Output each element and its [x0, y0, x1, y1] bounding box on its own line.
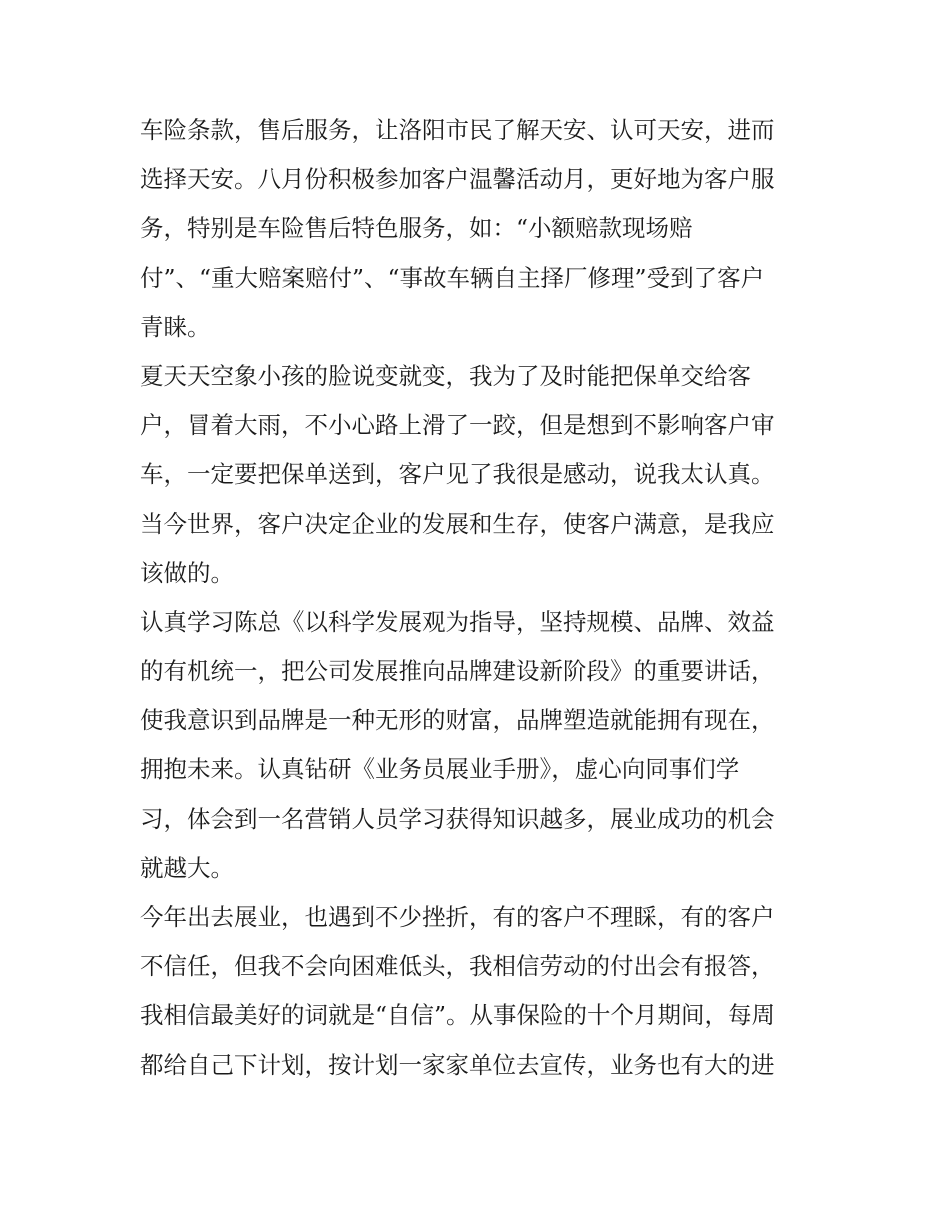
text-line: 务，特别是车险售后特色服务，如：“小额赔款现场赔 — [140, 214, 693, 243]
text-line: 付”、“重大赔案赔付”、“事故车辆自主择厂修理”受到了客户 — [140, 263, 765, 292]
text-line: 夏天天空象小孩的脸说变就变，我为了及时能把保单交给客 — [140, 361, 751, 390]
text-line: 拥抱未来。认真钻研《业务员展业手册》，虚心向同事们学 — [140, 755, 740, 784]
text-line: 当今世界，客户决定企业的发展和生存，使客户满意，是我应 — [140, 509, 775, 538]
text-line: 认真学习陈总《以科学发展观为指导，坚持规模、品牌、效益 — [140, 607, 775, 636]
text-line: 户，冒着大雨，不小心路上滑了一跤，但是想到不影响客户审 — [140, 411, 775, 440]
text-line: 今年出去展业，也遇到不少挫折，有的客户不理睬，有的客户 — [140, 903, 775, 931]
text-line: 青睐。 — [140, 312, 211, 341]
text-line: 车，一定要把保单送到，客户见了我很是感动，说我太认真。 — [140, 460, 775, 489]
text-line: 我相信最美好的词就是“自信”。从事保险的十个月期间，每周 — [140, 1001, 776, 1030]
text-line: 使我意识到品牌是一种无形的财富，品牌塑造就能拥有现在， — [140, 706, 775, 735]
text-line: 选择天安。八月份积极参加客户温馨活动月，更好地为客户服 — [140, 165, 775, 194]
body-text — [140, 106, 820, 1090]
text-line: 不信任，但我不会向困难低头，我相信劳动的付出会有报答， — [140, 952, 775, 981]
text-line: 的有机统一，把公司发展推向品牌建设新阶段》的重要讲话， — [140, 657, 775, 686]
text-line: 习，体会到一名营销人员学习获得知识越多，展业成功的机会 — [140, 804, 775, 833]
text-line: 就越大。 — [140, 853, 234, 882]
text-line: 都给自己下计划，按计划一家家单位去宣传，业务也有大的进 — [140, 1050, 775, 1079]
text-line: 车险条款，售后服务，让洛阳市民了解天安、认可天安，进而 — [140, 116, 775, 144]
text-line: 该做的。 — [140, 558, 234, 587]
